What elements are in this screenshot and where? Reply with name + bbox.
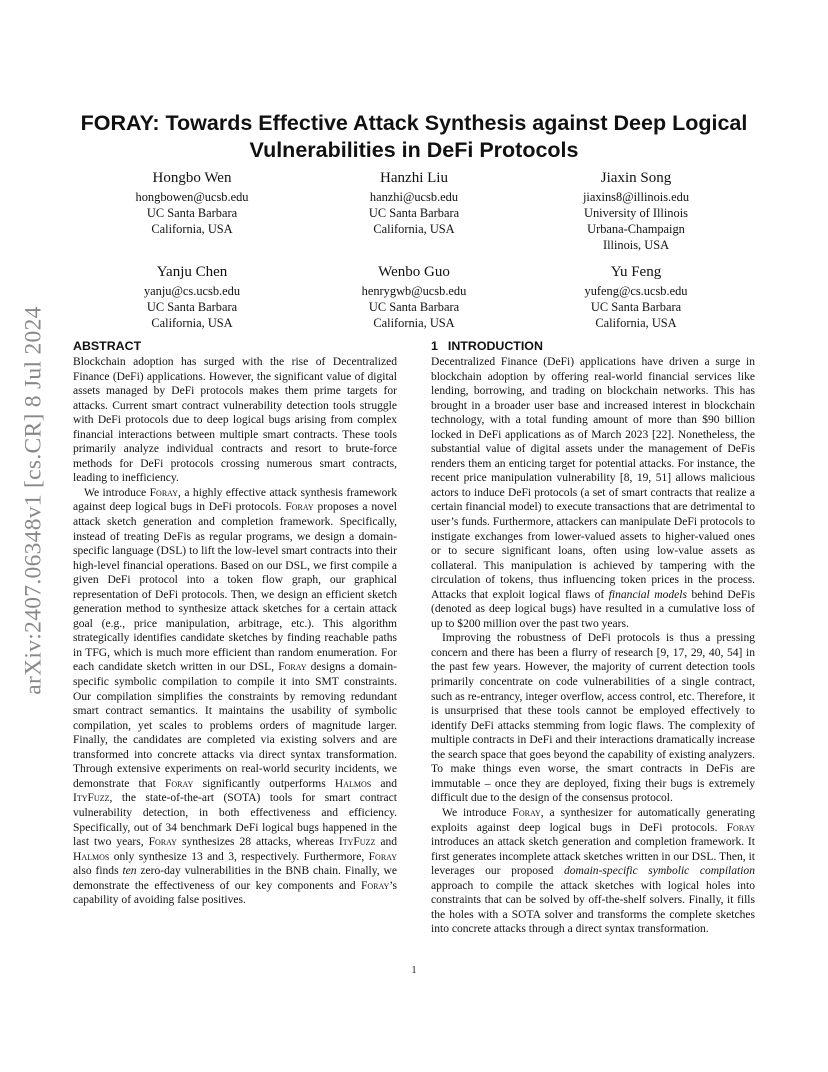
arxiv-id: arXiv:2407.06348v1 [cs.CR] 8 Jul 2024 — [20, 305, 47, 695]
abstract-heading: ABSTRACT — [73, 339, 142, 353]
abstract-section — [73, 338, 397, 908]
intro-paragraph: We introduce Foray, a synthesizer for automatically generating exploits against deep logical bugs in DeFi protocols. Foray introduces an attack sketch generation and completion framework. It first generates incomplete attack sketches written in our DSL. Then, it leverages our proposed domain-specific symbolic compilation approach to compile the attack sketches with logical holes into constraints that can be solved by off-the-shelf solvers. Finally, it fills the holes with a SOTA solver and transforms the complete sketches into concrete attacks through a direct syntax transformation. — [431, 806, 755, 936]
author-name: Yanju Chen — [156, 264, 228, 280]
introduction-section — [431, 338, 755, 937]
system-name: Foray — [164, 777, 194, 790]
author-block — [536, 168, 736, 253]
arxiv-stamp — [14, 300, 54, 700]
author-block — [536, 262, 736, 331]
author-block — [314, 168, 514, 237]
system-name: Foray — [368, 850, 397, 863]
author-name: Hongbo Wen — [152, 170, 232, 186]
author-name: Hanzhi Liu — [380, 170, 448, 186]
author-affiliation: UC Santa Barbara — [146, 300, 238, 314]
emphasis: financial models — [608, 588, 687, 601]
system-name: Foray — [512, 806, 541, 819]
section-title: INTRODUCTION — [447, 339, 543, 353]
author-location: California, USA — [595, 316, 677, 330]
introduction-heading — [431, 338, 755, 354]
author-location: California, USA — [151, 222, 233, 236]
system-name: Foray — [285, 501, 314, 514]
tool-name: Halmos — [334, 777, 372, 790]
emphasis: ten — [122, 865, 137, 878]
intro-paragraph: Decentralized Finance (DeFi) applications have driven a surge in blockchain adoption by offering real-world financial services like lending, borrowing, and trading on blockchain networks. This has brought in a broader user base and increased interest in blockchain technology, with a total funding amount of more than $90 billion locked in DeFi applications as of March 2023 [22]. Nonetheless, the substantial value of digital assets under the management of DeFis renders them an enticing target for potential attacks. For instance, the recent price manipulation vulnerability [8, 19, 51] allows malicious actors to induce DeFi protocols (a set of smart contracts that realize a certain financial model) to execute transactions that are detrimental to user’s funds. Furthermore, attackers can manipulate DeFi protocols to instigate exchanges from lower-valued assets to higher-valued ones or to secure significant loans, often using low-value assets as collateral. This manipulation is achieved by tampering with the circulation of tokens, thus influencing token prices in the process. Attacks that exploit logical flaws of financial models behind DeFis (denoted as deep logical bugs) have resulted in a cumulative loss of up to $200 million over the past two years. — [431, 356, 755, 630]
author-affiliation: University of Illinois — [584, 206, 688, 220]
author-email: yanju@cs.ucsb.edu — [143, 284, 241, 298]
author-email: hanzhi@ucsb.edu — [369, 190, 459, 204]
abstract-paragraph: Blockchain adoption has surged with the rise of Decentralized Finance (DeFi) applications. However, the significant value of digital assets managed by DeFi protocols makes them prime targets for attacks. Current smart contract vulnerability detection tools struggle with DeFi protocols due to deep logical bugs arising from complex financial interactions between multiple smart contracts. These tools primarily analyze individual contracts and resort to brute-force methods for DeFi protocols crossing numerous smart contracts, leading to inefficiency. — [73, 356, 397, 485]
author-block — [92, 168, 292, 237]
author-location: Urbana-Champaign — [587, 222, 685, 236]
system-name: Foray — [148, 836, 177, 849]
paper-title: FORAY: Towards Effective Attack Synthesis against Deep Logical Vulnerabilities in DeFi Protocols — [80, 111, 748, 162]
author-location: California, USA — [373, 316, 455, 330]
tool-name: ItyFuzz — [73, 792, 110, 805]
author-location-2: Illinois, USA — [602, 238, 670, 252]
author-location: California, USA — [151, 316, 233, 330]
emphasis: domain-specific symbolic compilation — [563, 865, 755, 878]
author-affiliation: UC Santa Barbara — [590, 300, 682, 314]
author-name: Wenbo Guo — [378, 264, 450, 280]
tool-name: Halmos — [73, 850, 110, 863]
author-email: yufeng@cs.ucsb.edu — [584, 284, 688, 298]
author-location: California, USA — [373, 222, 455, 236]
author-affiliation: UC Santa Barbara — [146, 206, 238, 220]
system-name: Foray — [278, 661, 307, 674]
system-name: Foray — [726, 821, 755, 834]
section-number: 1 — [431, 339, 438, 353]
author-affiliation: UC Santa Barbara — [368, 206, 460, 220]
page-number: 1 — [411, 965, 417, 976]
intro-paragraph: Improving the robustness of DeFi protocols is thus a pressing concern and there has been a flurry of research [9, 17, 29, 40, 54] in the past few years. However, the majority of current detection tools primarily concentrate on code vulnerabilities of a single contract, such as re-entrancy, integer overflow, access control, etc. Therefore, it is unsurprised that these tools cannot be employed effectively to identify DeFi attacks stemming from logic flaws. The complexity of multiple contracts in DeFi and their interactions dramatically increase the search space that goes beyond the capability of existing analyzers. To make things even worse, the smart contracts in DeFis are immutable – once they are deployed, fixing their bugs is extremely difficult due to the design of the consensus protocol. — [431, 632, 755, 805]
system-name: Foray — [149, 486, 178, 499]
author-email: jiaxins8@illinois.edu — [582, 190, 690, 204]
abstract-paragraph: We introduce Foray, a highly effective attack synthesis framework against deep logical bugs in DeFi protocols. Foray proposes a novel attack sketch generation and completion framework. Specifically, instead of treating DeFis as regular programs, we design a domain-specific language (DSL) to lift the low-level smart contracts into their high-level financial operations. Based on our DSL, we first compile a given DeFi protocol into a token flow graph, our graphical representation of DeFi protocols. Then, we design an efficient sketch generation method to synthesize attack sketches for a certain attack goal (e.g., price manipulation, arbitrage, etc.). This algorithm strategically identifies candidate sketches by finding reachable paths in TFG, which is much more efficient than random enumeration. For each candidate sketch written in our DSL, Foray designs a domain-specific symbolic compilation to compile it into SMT constraints. Our compilation simplifies the constraints by removing redundant smart contract semantics. It maintains the usability of symbolic compilation, yet scales to problems orders of magnitude larger. Finally, the candidates are completed via existing solvers and are transformed into concrete attacks via direct syntax transformation. Through extensive experiments on real-world security incidents, we demonstrate that Foray significantly outperforms Halmos and ItyFuzz, the state-of-the-art (SOTA) tools for smart contract vulnerability detection, in both effectiveness and efficiency. Specifically, out of 34 benchmark DeFi logical bugs happened in the last two years, Foray synthesizes 28 attacks, whereas ItyFuzz and Halmos only synthesize 13 and 3, respectively. Furthermore, Foray also finds ten zero-day vulnerabilities in the BNB chain. Finally, we demonstrate the effectiveness of our key components and Foray’s capability of avoiding false positives. — [73, 486, 398, 907]
author-block — [314, 262, 514, 331]
system-name: Foray — [360, 879, 390, 892]
author-email: hongbowen@ucsb.edu — [135, 190, 249, 204]
author-block — [92, 262, 292, 331]
tool-name: ItyFuzz — [338, 836, 376, 849]
author-email: henrygwb@ucsb.edu — [361, 284, 467, 298]
author-affiliation: UC Santa Barbara — [368, 300, 460, 314]
author-name: Jiaxin Song — [600, 170, 672, 186]
author-name: Yu Feng — [610, 264, 662, 280]
